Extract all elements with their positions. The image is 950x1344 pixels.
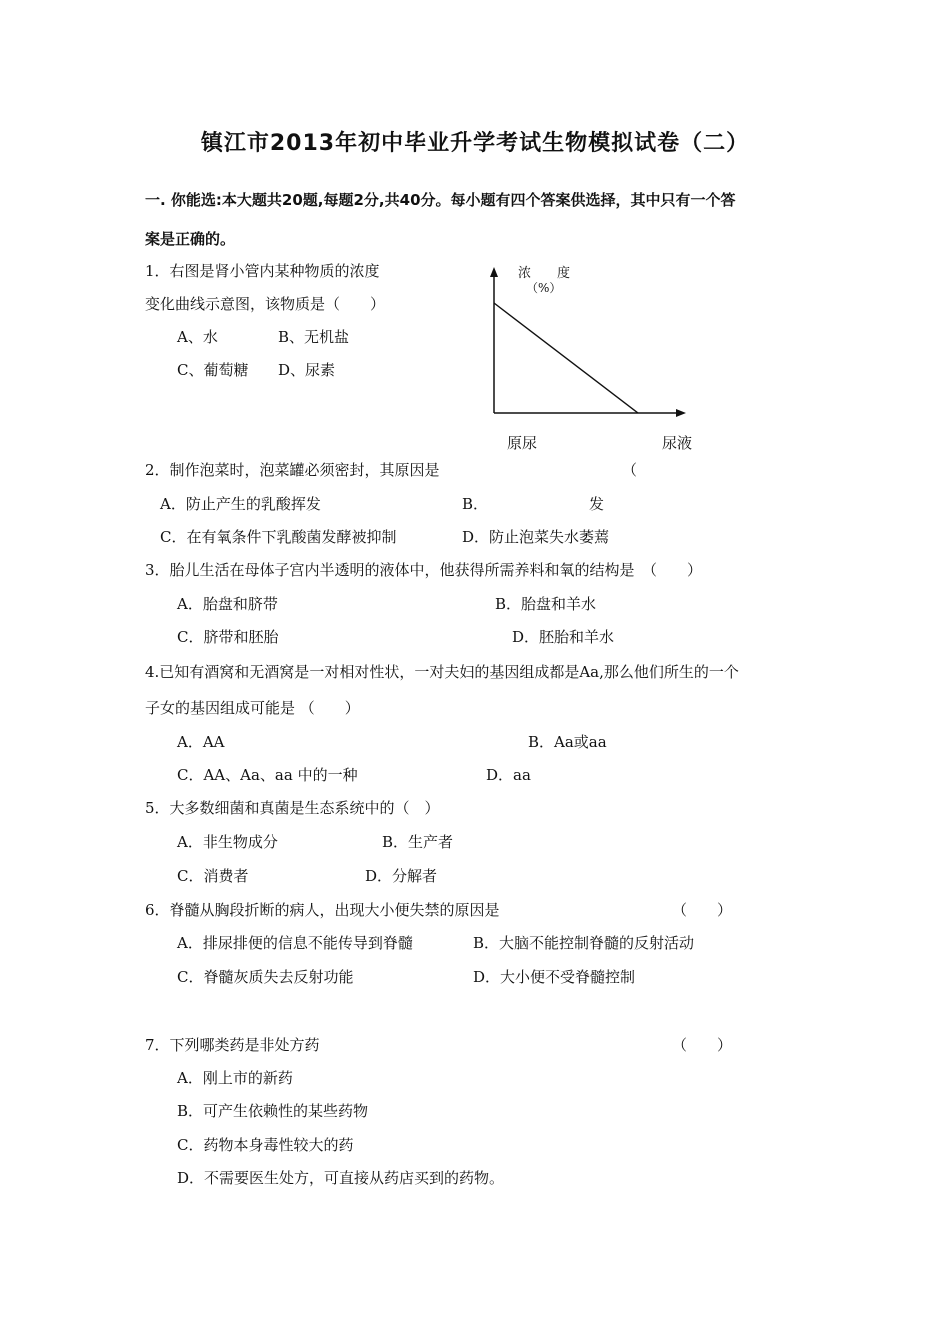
q7-option-b: B．可产生依赖性的某些药物 [177, 1102, 369, 1120]
q3-option-d: D．胚胎和羊水 [512, 628, 615, 646]
x-axis-arrow [676, 409, 686, 417]
q7-answer-bracket: （ ） [672, 1036, 733, 1054]
y-axis-unit: （%） [526, 281, 562, 295]
q4-option-d: D．aa [486, 766, 531, 784]
x-tick-label: 原尿 [506, 434, 538, 452]
q6-option-b: B．大脑不能控制脊髓的反射活动 [473, 934, 695, 952]
q2-option-c: C．在有氧条件下乳酸菌发酵被抑制 [160, 528, 397, 546]
y-axis-label: 浓 度 [518, 266, 571, 281]
q5-option-b: B．生产者 [382, 833, 454, 851]
q4-stem-line2: 子女的基因组成可能是 （ ） [145, 699, 360, 717]
q4-option-a: A．AA [177, 733, 225, 751]
y-axis-arrow [490, 267, 498, 277]
q1-option-a: A、水 [177, 328, 218, 346]
q7-option-a: A．刚上市的新药 [177, 1069, 293, 1087]
q3-option-b: B．胎盘和羊水 [495, 595, 597, 613]
q4-option-c: C．AA、Aa、aa 中的一种 [177, 766, 358, 784]
q2-answer-bracket: （ [622, 461, 638, 479]
q5-option-d: D．分解者 [365, 867, 438, 885]
page-title: 镇江市2013年初中毕业升学考试生物模拟试卷（二） [200, 131, 750, 156]
chart-axes [490, 267, 686, 417]
q6-stem: 6．脊髓从胸段折断的病人，出现大小便失禁的原因是 [145, 901, 500, 919]
q5-stem: 5．大多数细菌和真菌是生态系统中的（ ） [145, 799, 440, 817]
q1-option-c: C、葡萄糖 [177, 361, 249, 379]
q1-option-d: D、尿素 [278, 361, 336, 379]
series-line [494, 303, 638, 413]
x-tick-label: 尿液 [661, 434, 693, 452]
q6-option-d: D．大小便不受脊髓控制 [473, 968, 636, 986]
concentration-chart [470, 255, 710, 460]
q5-option-a: A．非生物成分 [177, 833, 278, 851]
q7-option-c: C．药物本身毒性较大的药 [177, 1136, 354, 1154]
q2-stem: 2．制作泡菜时，泡菜罐必须密封，其原因是 [145, 461, 440, 479]
q3-stem: 3．胎儿生活在母体子宫内半透明的液体中，他获得所需养料和氧的结构是 （ ） [145, 561, 703, 579]
section-heading-line2: 案是正确的。 [145, 230, 236, 248]
q2-option-b-tail: 发 [589, 495, 605, 513]
q2-option-a: A．防止产生的乳酸挥发 [160, 495, 321, 513]
q3-option-c: C．脐带和胚胎 [177, 628, 279, 646]
q1-option-b: B、无机盐 [278, 328, 350, 346]
q7-option-d: D．不需要医生处方，可直接从药店买到的药物。 [177, 1169, 505, 1187]
section-heading-line1: 一. 你能选:本大题共20题,每题2分,共40分。每小题有四个答案供选择，其中只有一个答 [145, 191, 736, 209]
q6-option-c: C．脊髓灰质失去反射功能 [177, 968, 354, 986]
q6-answer-bracket: （ ） [672, 901, 733, 919]
q5-option-c: C．消费者 [177, 867, 249, 885]
q1-stem-line2: 变化曲线示意图，该物质是（ ） [145, 295, 386, 313]
q4-stem-line1: 4.已知有酒窝和无酒窝是一对相对性状，一对夫妇的基因组成都是Aa,那么他们所生的一个 [145, 663, 739, 681]
q1-stem-line1: 1．右图是肾小管内某种物质的浓度 [145, 262, 380, 280]
q7-stem: 7．下列哪类药是非处方药 [145, 1036, 320, 1054]
q6-option-a: A．排尿排便的信息不能传导到脊髓 [177, 934, 413, 952]
q2-option-b: B． [462, 495, 489, 513]
q3-option-a: A．胎盘和脐带 [177, 595, 278, 613]
q4-option-b: B．Aa或aa [528, 733, 607, 751]
q2-option-d: D．防止泡菜失水萎蔫 [462, 528, 610, 546]
